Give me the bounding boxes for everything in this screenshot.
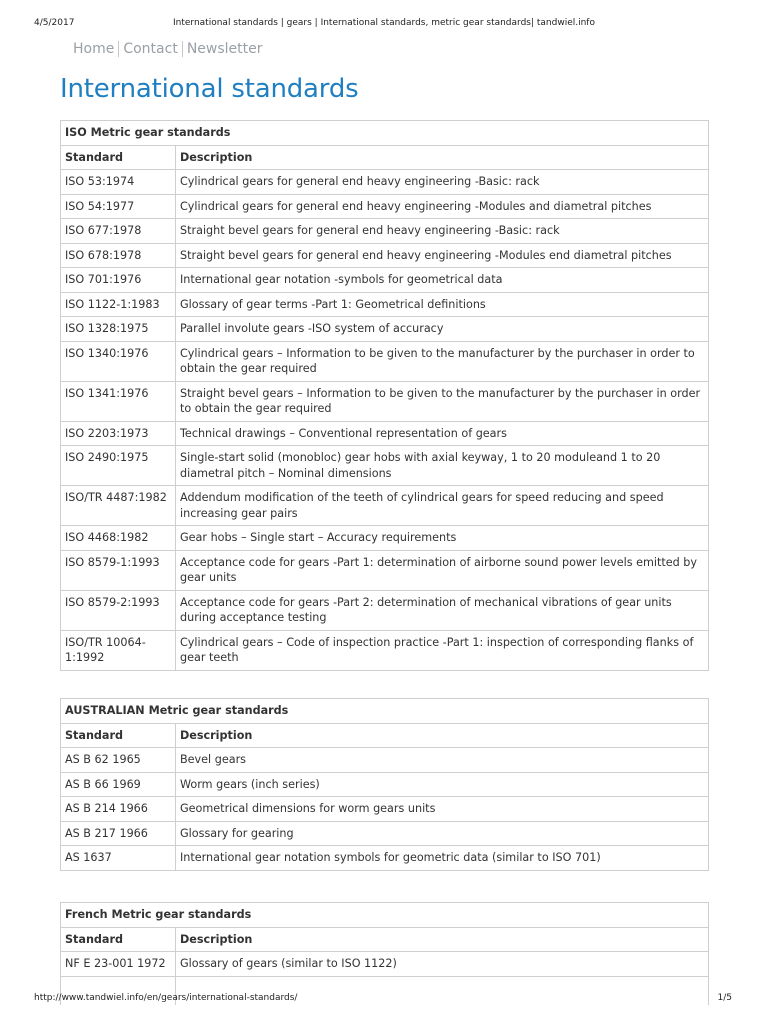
nav-contact-link[interactable]: Contact <box>123 41 178 57</box>
description-cell: Parallel involute gears -ISO system of accuracy <box>176 317 709 342</box>
iso-standards-table <box>60 120 709 671</box>
nav-divider <box>118 41 119 57</box>
top-nav <box>73 41 263 57</box>
description-cell: Single-start solid (monobloc) gear hobs with axial keyway, 1 to 20 moduleand 1 to 20 diametral pitch – Nominal dimensions <box>176 446 709 486</box>
standard-cell: ISO 1328:1975 <box>61 317 176 342</box>
description-cell: Cylindrical gears – Code of inspection practice -Part 1: inspection of corresponding flanks of gear teeth <box>176 630 709 670</box>
standard-cell: ISO 2490:1975 <box>61 446 176 486</box>
description-cell: Acceptance code for gears -Part 1: determination of airborne sound power levels emitted by gear units <box>176 550 709 590</box>
table-row <box>61 219 709 244</box>
column-header-standard: Standard <box>61 145 176 170</box>
standard-cell: AS 1637 <box>61 846 176 871</box>
column-header-description: Description <box>176 723 709 748</box>
table-row <box>61 550 709 590</box>
print-page-number: 1/5 <box>717 993 732 1003</box>
description-cell: Cylindrical gears for general end heavy engineering -Modules and diametral pitches <box>176 194 709 219</box>
table-row <box>61 268 709 293</box>
table-row <box>61 341 709 381</box>
standard-cell: AS B 66 1969 <box>61 772 176 797</box>
print-footer <box>0 993 768 1007</box>
description-cell: Worm gears (inch series) <box>176 772 709 797</box>
nav-home-link[interactable]: Home <box>73 41 115 57</box>
standard-cell: ISO 1122-1:1983 <box>61 292 176 317</box>
print-header <box>0 18 768 32</box>
description-cell: Addendum modification of the teeth of cylindrical gears for speed reducing and speed increasing gear pairs <box>176 486 709 526</box>
table-row <box>61 772 709 797</box>
column-header-description: Description <box>176 145 709 170</box>
table-row <box>61 630 709 670</box>
standard-cell: ISO 8579-1:1993 <box>61 550 176 590</box>
standard-cell: ISO/TR 4487:1982 <box>61 486 176 526</box>
standard-cell: ISO 53:1974 <box>61 170 176 195</box>
standard-cell: ISO 677:1978 <box>61 219 176 244</box>
table-row <box>61 292 709 317</box>
table-row <box>61 821 709 846</box>
column-header-standard: Standard <box>61 927 176 952</box>
standard-cell: ISO 4468:1982 <box>61 526 176 551</box>
standard-cell: NF E 23-001 1972 <box>61 952 176 977</box>
standard-cell: ISO 1341:1976 <box>61 381 176 421</box>
nav-divider <box>182 41 183 57</box>
standard-cell: AS B 217 1966 <box>61 821 176 846</box>
column-header-standard: Standard <box>61 723 176 748</box>
table-row <box>61 486 709 526</box>
page-title: International standards <box>60 74 359 104</box>
description-cell: Straight bevel gears for general end heavy engineering -Modules end diametral pitches <box>176 243 709 268</box>
description-cell: Glossary of gears (similar to ISO 1122) <box>176 952 709 977</box>
table-row <box>61 194 709 219</box>
table-row <box>61 952 709 977</box>
description-cell: Geometrical dimensions for worm gears units <box>176 797 709 822</box>
table-caption: AUSTRALIAN Metric gear standards <box>61 699 709 724</box>
column-header-description: Description <box>176 927 709 952</box>
description-cell: Straight bevel gears – Information to be given to the manufacturer by the purchaser in order to obtain the gear required <box>176 381 709 421</box>
standard-cell: ISO 8579-2:1993 <box>61 590 176 630</box>
table-caption: French Metric gear standards <box>61 903 709 928</box>
description-cell: Glossary of gear terms -Part 1: Geometrical definitions <box>176 292 709 317</box>
description-cell: Cylindrical gears – Information to be given to the manufacturer by the purchaser in order to obtain the gear required <box>176 341 709 381</box>
description-cell: Straight bevel gears for general end heavy engineering -Basic: rack <box>176 219 709 244</box>
standard-cell: ISO/TR 10064-1:1992 <box>61 630 176 670</box>
standard-cell: AS B 214 1966 <box>61 797 176 822</box>
table-row <box>61 381 709 421</box>
standard-cell: AS B 62 1965 <box>61 748 176 773</box>
description-cell: Glossary for gearing <box>176 821 709 846</box>
description-cell: International gear notation symbols for geometric data (similar to ISO 701) <box>176 846 709 871</box>
table-row <box>61 797 709 822</box>
standard-cell: ISO 678:1978 <box>61 243 176 268</box>
australian-standards-table <box>60 698 709 871</box>
standard-cell: ISO 701:1976 <box>61 268 176 293</box>
table-row <box>61 170 709 195</box>
table-row <box>61 317 709 342</box>
table-row <box>61 526 709 551</box>
french-standards-table <box>60 902 709 1005</box>
print-date: 4/5/2017 <box>34 18 75 28</box>
description-cell: International gear notation -symbols for geometrical data <box>176 268 709 293</box>
table-caption: ISO Metric gear standards <box>61 121 709 146</box>
description-cell: Bevel gears <box>176 748 709 773</box>
description-cell: Cylindrical gears for general end heavy engineering -Basic: rack <box>176 170 709 195</box>
description-cell: Technical drawings – Conventional representation of gears <box>176 421 709 446</box>
standard-cell: ISO 1340:1976 <box>61 341 176 381</box>
table-row <box>61 421 709 446</box>
table-row <box>61 446 709 486</box>
description-cell: Gear hobs – Single start – Accuracy requirements <box>176 526 709 551</box>
print-url: http://www.tandwiel.info/en/gears/international-standards/ <box>34 993 298 1003</box>
description-cell: Acceptance code for gears -Part 2: determination of mechanical vibrations of gear units during acceptance testing <box>176 590 709 630</box>
table-row <box>61 748 709 773</box>
nav-newsletter-link[interactable]: Newsletter <box>186 41 263 57</box>
print-page-title: International standards | gears | International standards, metric gear standards| tandwiel.info <box>173 18 595 28</box>
table-row <box>61 846 709 871</box>
table-row <box>61 243 709 268</box>
standard-cell: ISO 2203:1973 <box>61 421 176 446</box>
table-row <box>61 590 709 630</box>
standard-cell: ISO 54:1977 <box>61 194 176 219</box>
